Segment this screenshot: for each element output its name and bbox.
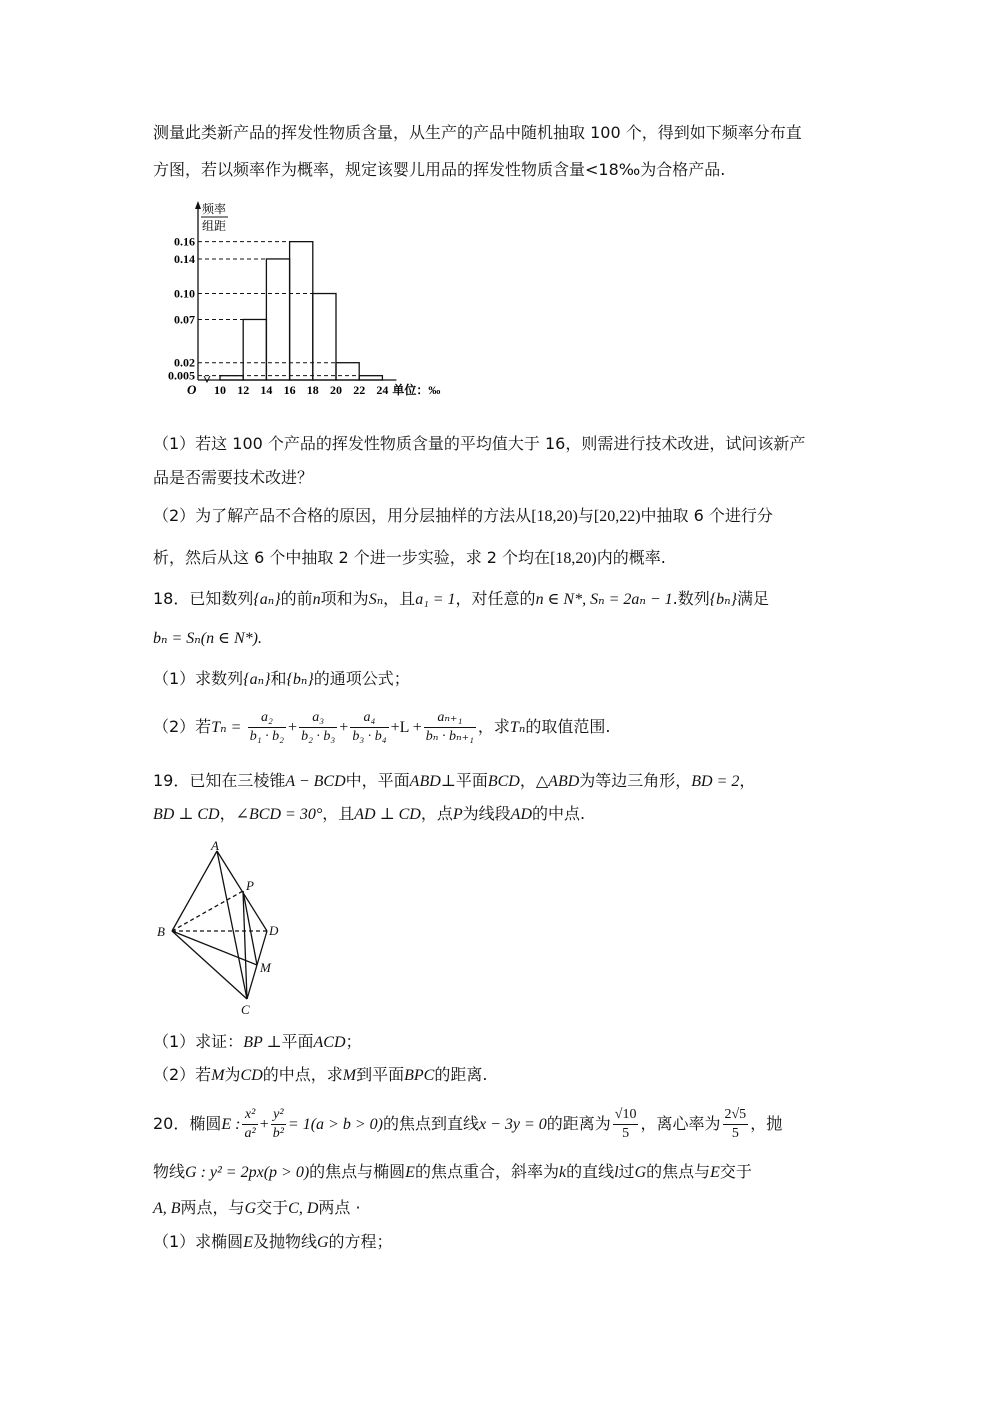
x-axis-label: 单位：‰ bbox=[392, 383, 441, 397]
math: C, D bbox=[288, 1200, 319, 1217]
fraction bbox=[723, 1106, 749, 1143]
text: 的取值范围. bbox=[525, 717, 611, 736]
label-b: B bbox=[157, 924, 165, 939]
axis-break-mark bbox=[204, 376, 210, 382]
denominator: b₁ · b₂ bbox=[249, 729, 285, 744]
label-a: A bbox=[211, 838, 219, 853]
math: Tₙ bbox=[211, 719, 227, 736]
math: {aₙ} bbox=[253, 591, 281, 608]
numerator: y² bbox=[271, 1106, 286, 1125]
math: E bbox=[405, 1164, 415, 1181]
math: M bbox=[342, 1067, 357, 1084]
y-tick-label: 0.07 bbox=[174, 312, 195, 327]
fraction bbox=[271, 1106, 286, 1143]
text: 的直线 bbox=[566, 1162, 615, 1181]
p18-question2: （2）若Tₙ = $\frac{\text{a₂}}{\text{b₁ · b₂}}$ + $\frac{\text{a₃}}{\text{b₂ · b₃}}$ + $\frac{\text{a₄}}{\text{b₃ · b₄}}$ +L + $\frac{\text{aₙ₊₁}}{\text{bₙ · bₙ₊₁}}$ ，求Tₙ的取值范围. bbox=[153, 710, 611, 744]
label-m: M bbox=[260, 960, 271, 975]
text: 和 bbox=[270, 669, 287, 688]
math: △ABD bbox=[535, 773, 580, 790]
p20-line1 bbox=[153, 1104, 782, 1145]
p18-line2: bₙ = Sₙ(n ∈ N*). bbox=[153, 630, 262, 647]
y-tick-label: 0.16 bbox=[174, 234, 195, 249]
x-tick-label: 10 bbox=[214, 383, 226, 397]
denominator: bₙ · bₙ₊₁ bbox=[425, 729, 474, 744]
fraction bbox=[248, 709, 286, 746]
text: 与 bbox=[577, 506, 594, 525]
text: 的焦点重合，斜率为 bbox=[414, 1162, 559, 1181]
math: {bₙ} bbox=[286, 671, 314, 688]
text: 为等边三角形， bbox=[579, 771, 692, 790]
math: BD ⊥ CD bbox=[153, 806, 220, 823]
p20-line2 bbox=[153, 1160, 752, 1185]
text: 中抽取 6 个进行分 bbox=[640, 506, 773, 525]
y-tick-label: 0.10 bbox=[174, 286, 195, 301]
edge-ac bbox=[217, 851, 247, 999]
numerator: a₂ bbox=[248, 709, 286, 728]
text: ，点 bbox=[420, 804, 453, 823]
p17-question2-line1 bbox=[153, 504, 773, 529]
histogram-bar bbox=[243, 319, 266, 380]
y-label-numerator: 频率 bbox=[202, 202, 227, 216]
math: BP ⊥ bbox=[243, 1034, 282, 1051]
text: 的中点，求 bbox=[262, 1065, 343, 1084]
fraction bbox=[299, 709, 337, 746]
math: k bbox=[558, 1164, 567, 1181]
math: + bbox=[259, 1116, 269, 1133]
text: 18．已知数列 bbox=[153, 589, 254, 608]
fraction bbox=[350, 709, 388, 746]
math: ACD bbox=[313, 1034, 346, 1051]
numerator: 2√5 bbox=[723, 1106, 749, 1125]
text: 平面 bbox=[281, 1032, 314, 1051]
y-label-denominator: 组距 bbox=[202, 219, 227, 233]
denominator: b₃ · b₄ bbox=[352, 729, 387, 744]
text: 为线段 bbox=[462, 804, 511, 823]
fraction bbox=[242, 1106, 257, 1143]
math: G bbox=[634, 1164, 647, 1181]
histogram-bar bbox=[220, 376, 243, 380]
histogram-bar bbox=[290, 242, 313, 380]
text: （1）求椭圆 bbox=[153, 1232, 244, 1251]
text: 20．椭圆 bbox=[153, 1114, 222, 1133]
denominator: a² bbox=[244, 1126, 256, 1141]
math: ∠BCD = 30° bbox=[235, 806, 323, 823]
text: 交于 bbox=[256, 1198, 289, 1217]
math: BPC bbox=[404, 1067, 435, 1084]
p20-question1 bbox=[153, 1230, 393, 1255]
text: ， bbox=[739, 771, 756, 790]
math: G : y² = 2px(p > 0) bbox=[185, 1164, 310, 1181]
denominator: 5 bbox=[731, 1126, 739, 1141]
math: G bbox=[316, 1234, 329, 1251]
math: G bbox=[244, 1200, 257, 1217]
text: ； bbox=[345, 1032, 362, 1051]
p18-line1 bbox=[153, 587, 769, 612]
text: 过 bbox=[618, 1162, 635, 1181]
text: （1）求数列 bbox=[153, 669, 244, 688]
text: 内的概率. bbox=[596, 548, 666, 567]
math: n bbox=[312, 591, 321, 608]
text: ，离心率为 bbox=[640, 1114, 721, 1133]
math: ⊥ bbox=[440, 773, 456, 790]
text: 为 bbox=[224, 1065, 241, 1084]
math: l bbox=[614, 1164, 619, 1181]
text: 两点 · bbox=[318, 1198, 361, 1217]
x-tick-label: 24 bbox=[376, 383, 389, 397]
math: E bbox=[243, 1234, 253, 1251]
math: M bbox=[211, 1067, 225, 1084]
text: （2）若 bbox=[153, 717, 212, 736]
text: 的通项公式； bbox=[313, 669, 410, 688]
text: 物线 bbox=[153, 1162, 186, 1181]
denominator: 5 bbox=[622, 1126, 630, 1141]
text: 的方程； bbox=[328, 1232, 393, 1251]
histogram-chart bbox=[155, 195, 441, 410]
text: ，且 bbox=[383, 589, 416, 608]
fraction bbox=[424, 709, 476, 746]
math: AD bbox=[510, 806, 532, 823]
math: Tₙ bbox=[509, 719, 526, 736]
y-tick-label: 0.14 bbox=[174, 251, 195, 266]
math: E bbox=[710, 1164, 720, 1181]
math: ABD bbox=[409, 773, 441, 790]
text: 析，然后从这 6 个中抽取 2 个进一步实验，求 2 个均在 bbox=[153, 548, 551, 567]
text: 项和为 bbox=[320, 589, 369, 608]
text: 到平面 bbox=[356, 1065, 405, 1084]
math: +L + bbox=[390, 719, 422, 736]
text: ，求 bbox=[477, 717, 510, 736]
math: {aₙ} bbox=[243, 671, 271, 688]
label-p: P bbox=[246, 878, 254, 893]
p17-question2-line2 bbox=[153, 546, 666, 571]
p19-question1 bbox=[153, 1030, 362, 1055]
math: BCD bbox=[487, 773, 520, 790]
math: {bₙ} bbox=[709, 591, 738, 608]
math: E : bbox=[221, 1116, 241, 1133]
numerator: x² bbox=[242, 1106, 257, 1125]
y-axis-arrow bbox=[195, 201, 201, 209]
x-tick-label: 18 bbox=[306, 383, 319, 397]
math: AD ⊥ CD bbox=[354, 806, 421, 823]
text: 两点，与 bbox=[180, 1198, 245, 1217]
text: 的距离为 bbox=[546, 1114, 611, 1133]
text: （2）为了解产品不合格的原因，用分层抽样的方法从 bbox=[153, 506, 532, 525]
p17-question1-line1: （1）若这 100 个产品的挥发性物质含量的平均值大于 16，则需进行技术改进，试问该新产 bbox=[153, 434, 806, 453]
text: 的前 bbox=[280, 589, 313, 608]
text: 交于 bbox=[719, 1162, 752, 1181]
text: 的焦点与椭圆 bbox=[309, 1162, 406, 1181]
numerator: aₙ₊₁ bbox=[424, 709, 476, 728]
text: 的中点. bbox=[532, 804, 586, 823]
fraction bbox=[613, 1106, 639, 1143]
numerator: a₄ bbox=[350, 709, 388, 728]
x-tick-label: 14 bbox=[260, 383, 273, 397]
text: 满足 bbox=[737, 589, 770, 608]
tetrahedron-figure bbox=[155, 838, 305, 1018]
histogram-bar bbox=[313, 294, 336, 380]
origin-label: O bbox=[187, 382, 197, 397]
interval-20-22: [20,22) bbox=[593, 508, 641, 525]
p18-question1 bbox=[153, 667, 410, 692]
numerator: √10 bbox=[613, 1106, 639, 1125]
text: .数列 bbox=[672, 589, 710, 608]
text: ， bbox=[519, 771, 536, 790]
histogram-bar bbox=[359, 376, 382, 380]
p20-line3 bbox=[153, 1196, 361, 1221]
p19-line2 bbox=[153, 802, 585, 827]
label-d: D bbox=[269, 923, 279, 938]
text: 的焦点与 bbox=[646, 1162, 711, 1181]
y-tick-label: 0.005 bbox=[168, 368, 195, 383]
math: a₁ = 1 bbox=[415, 591, 456, 608]
text: 的距离. bbox=[434, 1065, 488, 1084]
x-tick-label: 12 bbox=[237, 383, 250, 397]
numerator: a₃ bbox=[299, 709, 337, 728]
text: 19．已知在三棱锥 bbox=[153, 771, 286, 790]
math: Sₙ bbox=[368, 591, 384, 608]
math: CD bbox=[240, 1067, 263, 1084]
text: ， bbox=[219, 804, 236, 823]
x-tick-label: 16 bbox=[283, 383, 296, 397]
label-c: C bbox=[241, 1002, 250, 1017]
math: x − 3y = 0 bbox=[478, 1116, 547, 1133]
histogram-bar bbox=[336, 363, 359, 380]
x-tick-label: 20 bbox=[330, 383, 342, 397]
denominator: b² bbox=[272, 1126, 284, 1141]
text: 及抛物线 bbox=[252, 1232, 317, 1251]
math: = 1(a > b > 0) bbox=[287, 1116, 383, 1133]
math: A, B bbox=[153, 1200, 181, 1217]
denominator: b₂ · b₃ bbox=[301, 729, 336, 744]
p17-intro-line1: 测量此类新产品的挥发性物质含量，从生产的产品中随机抽取 100 个，得到如下频率分布直 bbox=[153, 123, 802, 142]
y-tick-label: 0.02 bbox=[174, 355, 195, 370]
text: （1）求证： bbox=[153, 1032, 244, 1051]
text: （2）若 bbox=[153, 1065, 212, 1084]
text: 中，平面 bbox=[345, 771, 410, 790]
p17-question1-line2: 品是否需要技术改进？ bbox=[153, 468, 314, 487]
math: n ∈ N*, Sₙ = 2aₙ − 1 bbox=[535, 591, 673, 608]
text: 的焦点到直线 bbox=[382, 1114, 479, 1133]
math: A − BCD bbox=[285, 773, 346, 790]
x-tick-label: 22 bbox=[353, 383, 366, 397]
text: ，且 bbox=[322, 804, 355, 823]
p17-intro-line2: 方图，若以频率作为概率，规定该婴儿用品的挥发性物质含量<18‰为合格产品. bbox=[153, 160, 726, 179]
text: ，对任意的 bbox=[455, 589, 536, 608]
math: P bbox=[452, 806, 463, 823]
text: 平面 bbox=[455, 771, 488, 790]
p19-line1 bbox=[153, 769, 755, 794]
text: ，抛 bbox=[750, 1114, 783, 1133]
interval-18-20: [18,20) bbox=[550, 550, 597, 567]
p19-question2 bbox=[153, 1063, 487, 1088]
math: = bbox=[231, 719, 241, 736]
interval-18-20: [18,20) bbox=[531, 508, 578, 525]
edge-ab bbox=[172, 851, 217, 931]
math: BD = 2 bbox=[691, 773, 740, 790]
histogram-bar bbox=[266, 259, 289, 380]
